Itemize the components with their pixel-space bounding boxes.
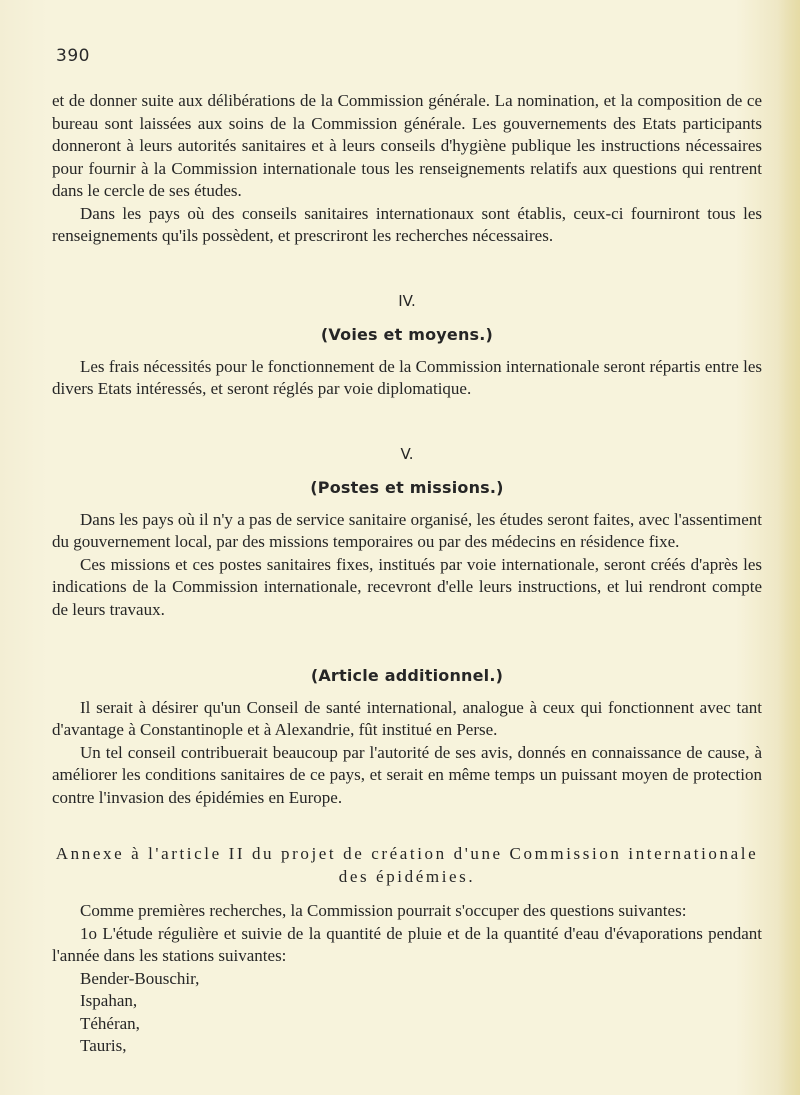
document-body [52,90,762,1058]
intro-paragraph-1: et de donner suite aux délibérations de la Commission générale. La nomination, et la composition de ce bureau sont laissées aux soins de la Commission générale. Les gouvernements des Etats participants donneront à leurs autorités sanitaires et à leurs conseils d'hygiène publique les instructions nécessaires pour fournir à la Commission internationale tous les renseignements relatifs aux questions qui rentrent dans le cercle de ses études. [52,91,762,200]
annex-paragraph-2: 1o L'étude régulière et suivie de la quantité de pluie et de la quantité d'eau d'évaporations pendant l'année dans les stations suivantes: [52,923,762,965]
section-4-numeral: IV. [398,291,416,310]
additional-article-paragraph-2: Un tel conseil contribuerait beaucoup par l'autorité de ses avis, donnés en connaissance de cause, à améliorer les conditions sanitaires de ce pays, et serait en même temps un puissant moyen de protection contre l'invasion des épidémies en Europe. [52,742,762,807]
station-item: Bender-Bouschir, [80,968,200,988]
section-5-title: (Postes et missions.) [310,478,504,497]
page-edge-shadow [778,0,800,1095]
intro-paragraph-2: Dans les pays où des conseils sanitaires internationaux sont établis, ceux-ci fourniront tous les renseignements qu'ils possèdent, et prescriront les recherches nécessaires. [52,203,762,245]
annex-paragraph-1: Comme premières recherches, la Commission pourrait s'occuper des questions suivantes: [80,901,687,920]
section-5-numeral: V. [400,444,414,463]
section-4-paragraph-1: Les frais nécessités pour le fonctionnement de la Commission internationale seront répartis entre les divers Etats intéressés, et seront réglés par voie diplomatique. [52,356,762,398]
annex-title: Annexe à l'article II du projet de création d'une Commission internationale des épidémies. [55,844,759,886]
additional-article-paragraph-1: Il serait à désirer qu'un Conseil de santé international, analogue à ceux qui fonctionnent avec tant d'avantage à Constantinople et à Alexandrie, fût institué en Perse. [52,697,762,739]
station-item: Ispahan, [80,991,138,1010]
station-item: Téhéran, [80,1013,140,1033]
additional-article-title: (Article additionnel.) [310,666,504,685]
page-number: 390 [56,46,90,66]
station-item: Tauris, [80,1036,127,1055]
section-4-title: (Voies et moyens.) [320,325,494,344]
section-5-paragraph-1: Dans les pays où il n'y a pas de service sanitaire organisé, les études seront faites, avec l'assentiment du gouvernement local, par des missions temporaires ou par des médecins en résidence fixe. [52,509,762,551]
section-5-paragraph-2: Ces missions et ces postes sanitaires fixes, institués par voie internationale, seront créés d'après les indications de la Commission internationale, recevront d'elle leurs instructions, et lui rendront compte de leurs travaux. [52,554,762,619]
